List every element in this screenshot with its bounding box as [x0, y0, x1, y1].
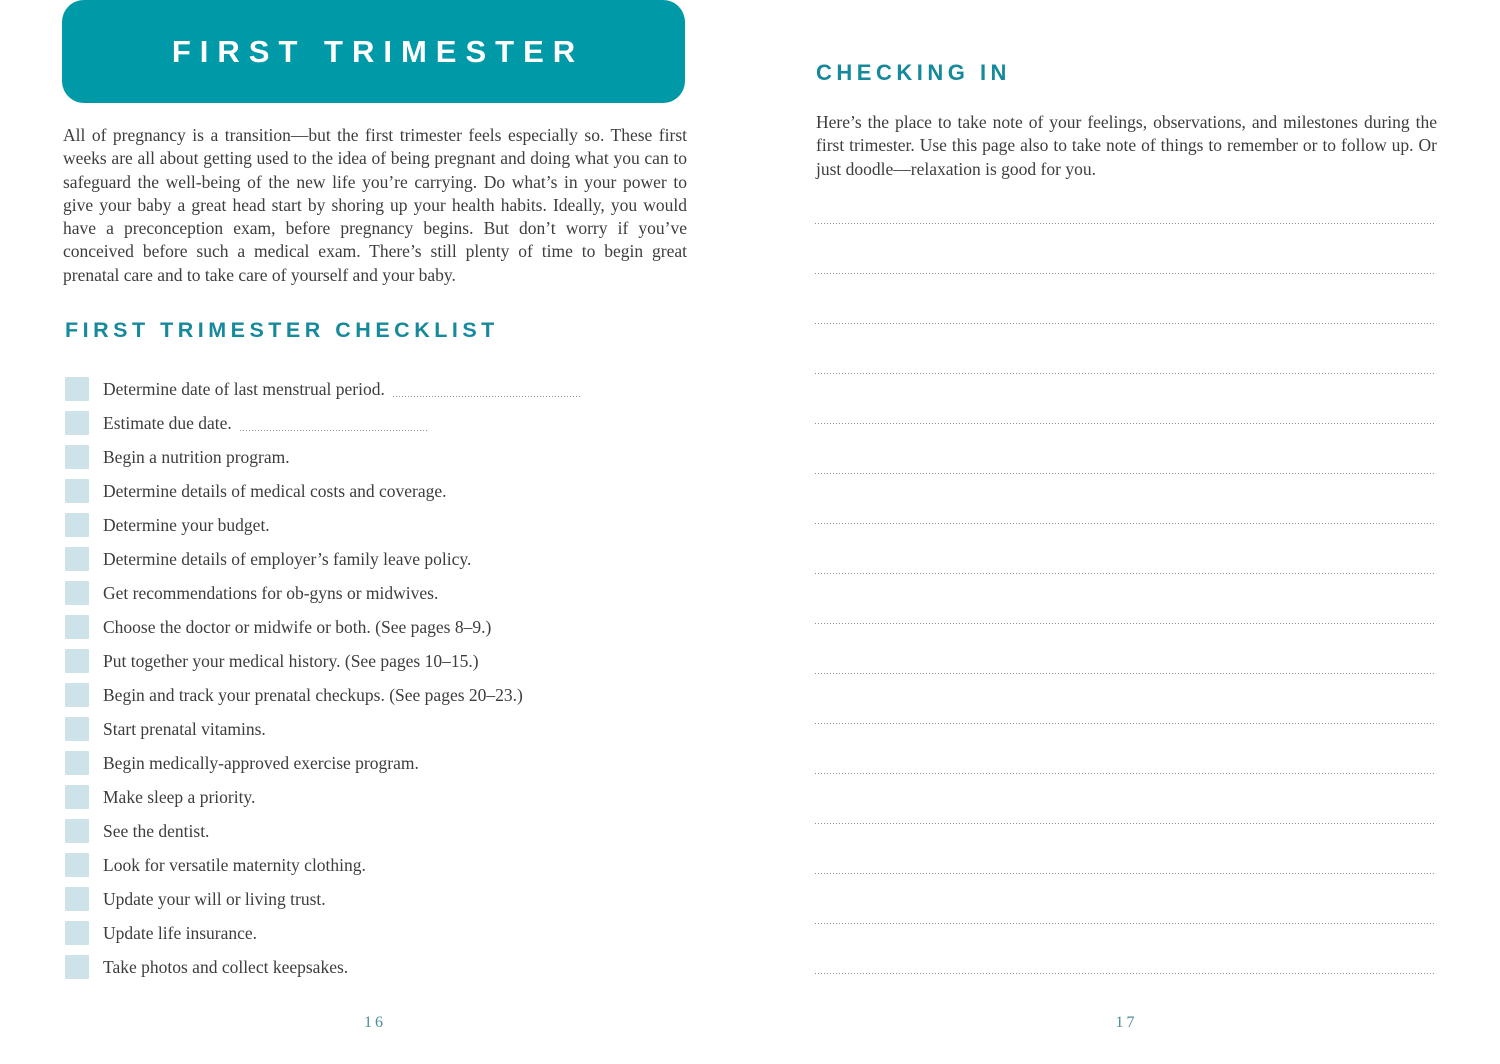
checkbox[interactable] — [65, 377, 89, 401]
checking-in-paragraph: Here’s the place to take note of your feelings, observations, and milestones during the first trimester. Use this page also to take note of things to remember or to follow up. Or just doodle—relaxation is good for you. — [816, 112, 1437, 179]
checklist-item-label: Determine details of medical costs and coverage. — [103, 480, 447, 501]
checklist-item — [65, 644, 687, 678]
note-lines — [815, 174, 1435, 974]
checklist-item — [65, 814, 687, 848]
checklist-item — [65, 916, 687, 950]
checklist-item-label: Begin medically-approved exercise program. — [103, 752, 419, 773]
checklist — [65, 372, 687, 984]
chapter-intro-paragraph: All of pregnancy is a transition—but the first trimester feels especially so. These first weeks are all about getting used to the idea of being pregnant and doing what you can to safeguard the well-being of the new life you’re carrying. Do what’s in your power to give your baby a great head start by shoring up your health habits. Ideally, you would have a preconception exam, before pregnancy begins. But don’t worry if you’ve conceived before such a medical exam. There’s still plenty of time to begin great prenatal care and to take care of yourself and your baby. — [63, 125, 687, 285]
checklist-item-label: Get recommendations for ob-gyns or midwives. — [103, 582, 439, 603]
checklist-heading: FIRST TRIMESTER CHECKLIST — [65, 318, 499, 342]
checklist-item — [65, 950, 687, 984]
note-line[interactable] — [815, 624, 1435, 674]
note-line[interactable] — [815, 924, 1435, 974]
checkbox[interactable] — [65, 513, 89, 537]
checklist-item-label: See the dentist. — [103, 820, 210, 841]
checkbox[interactable] — [65, 581, 89, 605]
checklist-item — [65, 440, 687, 474]
checklist-item-label: Look for versatile maternity clothing. — [103, 854, 366, 875]
left-page — [63, 0, 687, 1064]
checkbox[interactable] — [65, 751, 89, 775]
note-line[interactable] — [815, 574, 1435, 624]
note-line[interactable] — [815, 374, 1435, 424]
checklist-item-label: Determine date of last menstrual period. — [103, 378, 385, 399]
note-line[interactable] — [815, 824, 1435, 874]
chapter-banner — [62, 0, 685, 103]
note-line[interactable] — [815, 724, 1435, 774]
checklist-item — [65, 678, 687, 712]
checklist-item-label: Update life insurance. — [103, 922, 258, 943]
checklist-item — [65, 508, 687, 542]
note-line[interactable] — [815, 524, 1435, 574]
note-line[interactable] — [815, 224, 1435, 274]
checklist-item — [65, 746, 687, 780]
checkbox[interactable] — [65, 785, 89, 809]
note-line[interactable] — [815, 874, 1435, 924]
fill-in-line[interactable] — [393, 396, 581, 397]
checklist-item — [65, 576, 687, 610]
checklist-item — [65, 372, 687, 406]
checklist-item — [65, 610, 687, 644]
fill-in-line[interactable] — [240, 430, 428, 431]
note-line[interactable] — [815, 274, 1435, 324]
checklist-item-label: Update your will or living trust. — [103, 888, 326, 909]
checklist-item — [65, 882, 687, 916]
checking-in-heading: CHECKING IN — [816, 60, 1011, 85]
checkbox[interactable] — [65, 615, 89, 639]
checklist-item — [65, 848, 687, 882]
checklist-item-label: Start prenatal vitamins. — [103, 718, 266, 739]
note-line[interactable] — [815, 424, 1435, 474]
checklist-item-label: Choose the doctor or midwife or both. (See pages 8–9.) — [103, 616, 492, 637]
checklist-item-label: Make sleep a priority. — [103, 786, 256, 807]
checklist-item — [65, 474, 687, 508]
checklist-item-label: Determine details of employer’s family leave policy. — [103, 548, 472, 569]
checklist-item — [65, 780, 687, 814]
note-line[interactable] — [815, 774, 1435, 824]
note-line[interactable] — [815, 324, 1435, 374]
checkbox[interactable] — [65, 853, 89, 877]
checkbox[interactable] — [65, 479, 89, 503]
note-line[interactable] — [815, 174, 1435, 224]
checklist-item-label: Put together your medical history. (See pages 10–15.) — [103, 650, 479, 671]
checklist-item — [65, 542, 687, 576]
checkbox[interactable] — [65, 887, 89, 911]
page-number-left: 16 — [364, 1014, 386, 1031]
checklist-item-label: Determine your budget. — [103, 514, 270, 535]
note-line[interactable] — [815, 474, 1435, 524]
checklist-item-label: Begin a nutrition program. — [103, 446, 290, 467]
checkbox[interactable] — [65, 955, 89, 979]
checkbox[interactable] — [65, 921, 89, 945]
checkbox[interactable] — [65, 445, 89, 469]
checklist-item — [65, 406, 687, 440]
checkbox[interactable] — [65, 547, 89, 571]
checkbox[interactable] — [65, 411, 89, 435]
checkbox[interactable] — [65, 683, 89, 707]
right-page — [816, 0, 1437, 1064]
checkbox[interactable] — [65, 717, 89, 741]
checklist-item-label: Begin and track your prenatal checkups. (See pages 20–23.) — [103, 684, 523, 705]
chapter-title: FIRST TRIMESTER — [171, 33, 585, 69]
checklist-item-label: Estimate due date. — [103, 412, 232, 433]
checklist-item — [65, 712, 687, 746]
checkbox[interactable] — [65, 819, 89, 843]
checklist-item-label: Take photos and collect keepsakes. — [103, 956, 349, 977]
checkbox[interactable] — [65, 649, 89, 673]
page-number-right: 17 — [1115, 1014, 1138, 1031]
note-line[interactable] — [815, 674, 1435, 724]
